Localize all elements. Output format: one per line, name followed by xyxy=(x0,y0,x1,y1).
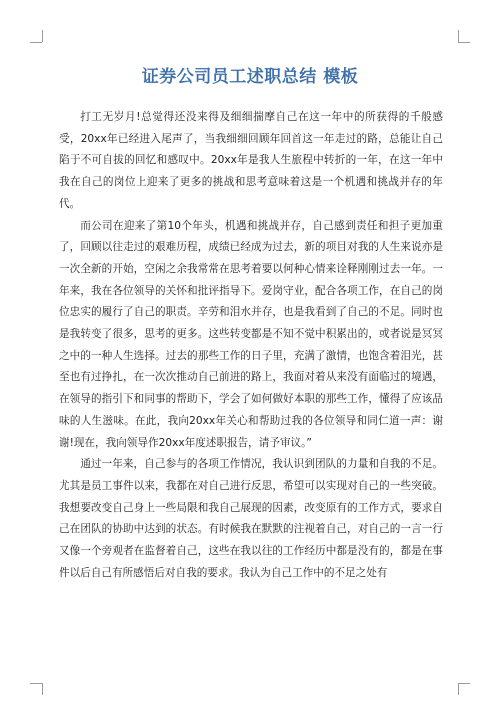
crop-mark-top-right-v xyxy=(458,30,459,42)
crop-mark-top-left-v xyxy=(42,30,43,42)
crop-mark-top-right-h xyxy=(458,42,470,43)
paragraph-3: 通过一年来，自己参与的各项工作情况，我认识到团队的力量和自我的不足。尤其是员工事件以来，我都在对自己进行反思，希望可以实现对自己的一些突破。我想要改变自己身上一些局限和我自己展现的因素，改变原有的工作方式，要求自己在团队的协助中达到的状态。有时候我在默默的注视着自己，对自己的一言一行又像一个旁观者在监督着自己，这些在我以往的工作经历中都是没有的，都是在事件以后自己有所感悟后对自我的要求。我认为自己工作中的不足之处有 xyxy=(59,458,443,579)
crop-mark-bottom-right-v xyxy=(458,683,459,695)
crop-mark-bottom-left-v xyxy=(42,683,43,695)
paragraph-2: 而公司在迎来了第10个年头，机遇和挑战并存，自己感到责任和担子更加重了，回顾以往走过的艰难历程，成绩已经成为过去，新的项目对我的人生来说亦是一次全新的开始，空闲之余我常常在思考着要以何种心情来诠释刚刚过去一年。一年来，我在各位领导的关怀和批评指导下。爱岗守业，配合各项工作，在自己的岗位忠实的履行了自己的职责。辛劳和泪水并存，也是我看到了自己的不足。同时也是我转变了很多，思考的更多。这些转变都是不知不觉中积累出的，或者说是冥冥之中的一种人生选择。过去的那些工作的日子里，充满了激情，也饱含着泪光，甚至也有过挣扎，在一次次推动自己前进的路上，我面对着从来没有面临过的境遇，在领导的指引下和同事的帮助下，学会了如何做好本职的那些工作，懂得了应该品味的人生滋味。在此，我向20xx年关心和帮助过我的各位领导和同仁道一声：谢谢!现在，我向领导作20xx年度述职报告，请予审议。” xyxy=(59,219,443,449)
crop-mark-bottom-right-h xyxy=(458,683,470,684)
paragraph-1: 打工无岁月!总觉得还没来得及细细揣摩自己在这一年中的所获得的千般感受，20xx年已经进入尾声了，当我细细回顾年回首这一年走过的路，总能让自己陷于不可自拔的回忆和感叹中。20xx年是我人生旅程中转折的一年，在这一年中我在自己的岗位上迎来了更多的挑战和思考意味着这是一个机遇和挑战并存的年代。 xyxy=(59,111,443,210)
document-body xyxy=(59,107,443,584)
page-title: 证券公司员工述职总结 模板 xyxy=(141,67,359,87)
crop-mark-top-left-h xyxy=(30,42,42,43)
crop-mark-bottom-left-h xyxy=(30,683,42,684)
